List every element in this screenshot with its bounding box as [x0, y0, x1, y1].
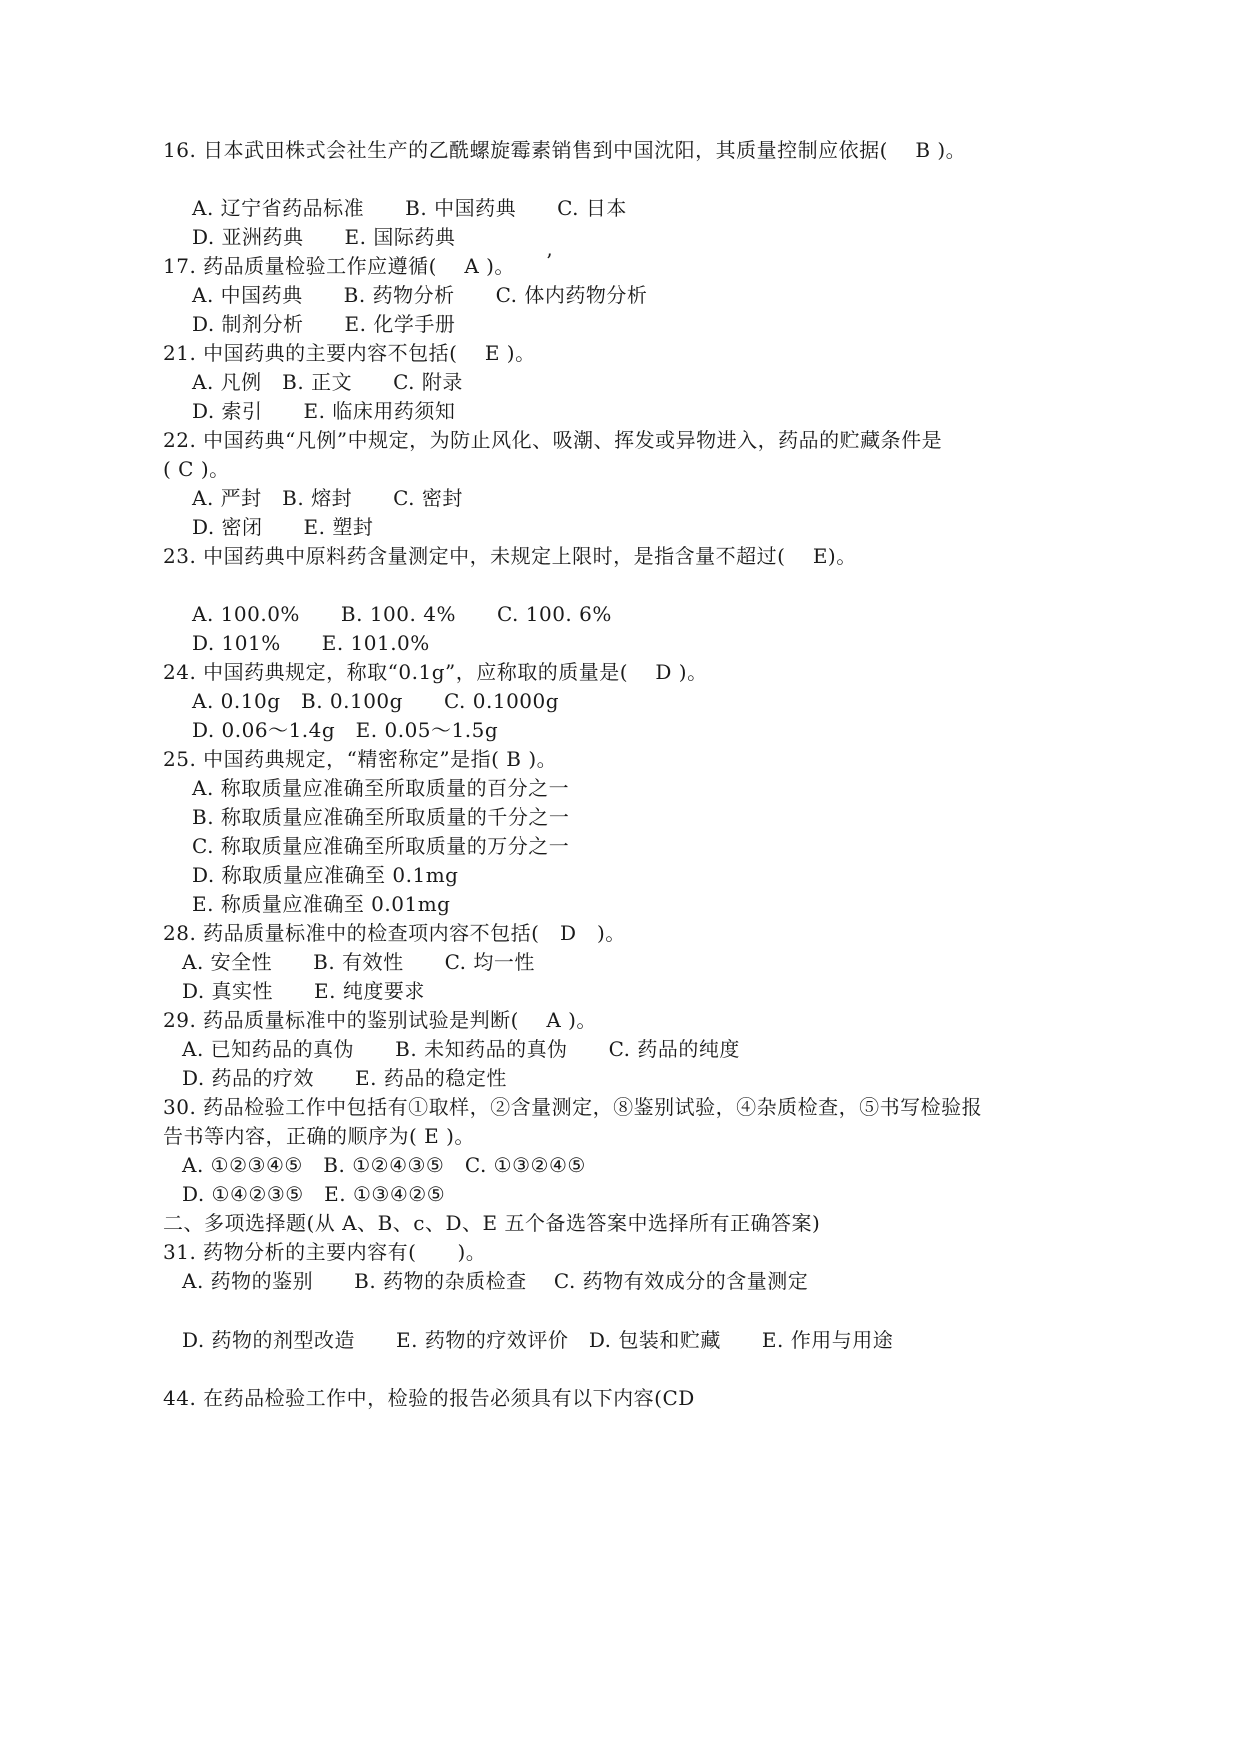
q29-options-row-2: D. 药品的疗效 E. 药品的稳定性 [182, 1066, 507, 1090]
question-22: 22. 中国药典“凡例”中规定，为防止风化、吸潮、挥发或异物进入，药品的贮藏条件是 [163, 428, 943, 452]
question-24: 24. 中国药典规定，称取“0.1g”，应称取的质量是( D )。 [163, 660, 708, 684]
q16-options-row-2: D. 亚洲药典 E. 国际药典 [192, 225, 456, 249]
question-17: 17. 药品质量检验工作应遵循( A )。 [163, 254, 515, 278]
q24-options-row-2: D. 0.06～1.4g E. 0.05～1.5g [192, 718, 499, 742]
question-30-continued: 告书等内容，正确的顺序为( E )。 [163, 1124, 475, 1148]
q30-options-row-1: A. ①②③④⑤ B. ①②④③⑤ C. ①③②④⑤ [182, 1153, 586, 1177]
q25-option-d: D. 称取质量应准确至 0.1mg [192, 863, 459, 887]
q21-options-row-1: A. 凡例 B. 正文 C. 附录 [192, 370, 463, 394]
q28-options-row-1: A. 安全性 B. 有效性 C. 均一性 [182, 950, 535, 974]
q25-option-b: B. 称取质量应准确至所取质量的千分之一 [192, 805, 570, 829]
q17-options-row-2: D. 制剂分析 E. 化学手册 [192, 312, 456, 336]
q24-options-row-1: A. 0.10g B. 0.100g C. 0.1000g [192, 689, 560, 713]
q23-options-row-1: A. 100.0% B. 100. 4% C. 100. 6% [192, 602, 612, 626]
q17-options-row-1: A. 中国药典 B. 药物分析 C. 体内药物分析 [192, 283, 648, 307]
question-30: 30. 药品检验工作中包括有①取样，②含量测定，⑧鉴别试验，④杂质检查，⑤书写检验报 [163, 1095, 983, 1119]
q29-options-row-1: A. 已知药品的真伪 B. 未知药品的真伪 C. 药品的纯度 [182, 1037, 740, 1061]
q23-options-row-2: D. 101% E. 101.0% [192, 631, 430, 655]
question-16: 16. 日本武田株式会社生产的乙酰螺旋霉素销售到中国沈阳，其质量控制应依据( B )。 [163, 138, 967, 162]
q21-options-row-2: D. 索引 E. 临床用药须知 [192, 399, 456, 423]
stray-mark: ’ [546, 249, 553, 273]
q31-options-row-2: D. 药物的剂型改造 E. 药物的疗效评价 D. 包装和贮藏 E. 作用与用途 [182, 1328, 894, 1352]
q22-options-row-2: D. 密闭 E. 塑封 [192, 515, 374, 539]
question-21: 21. 中国药典的主要内容不包括( E )。 [163, 341, 536, 365]
q22-options-row-1: A. 严封 B. 熔封 C. 密封 [192, 486, 463, 510]
question-28: 28. 药品质量标准中的检查项内容不包括( D )。 [163, 921, 626, 945]
q25-option-c: C. 称取质量应准确至所取质量的万分之一 [192, 834, 570, 858]
question-31: 31. 药物分析的主要内容有( )。 [163, 1240, 487, 1264]
q30-options-row-2: D. ①④②③⑤ E. ①③④②⑤ [182, 1182, 446, 1206]
question-22-continued: ( C )。 [163, 457, 230, 481]
q31-options-row-1: A. 药物的鉴别 B. 药物的杂质检查 C. 药物有效成分的含量测定 [182, 1269, 809, 1293]
question-29: 29. 药品质量标准中的鉴别试验是判断( A )。 [163, 1008, 597, 1032]
q25-option-a: A. 称取质量应准确至所取质量的百分之一 [192, 776, 570, 800]
question-44: 44. 在药品检验工作中，检验的报告必须具有以下内容(CD [163, 1386, 695, 1410]
q28-options-row-2: D. 真实性 E. 纯度要求 [182, 979, 425, 1003]
question-25: 25. 中国药典规定，“精密称定”是指( B )。 [163, 747, 558, 771]
q25-option-e: E. 称质量应准确至 0.01mg [192, 892, 451, 916]
section-heading-multiple-choice: 二、多项选择题(从 A、B、c、D、E 五个备选答案中选择所有正确答案) [163, 1211, 821, 1235]
q16-options-row-1: A. 辽宁省药品标准 B. 中国药典 C. 日本 [192, 196, 627, 220]
question-23: 23. 中国药典中原料药含量测定中，未规定上限时，是指含量不超过( E)。 [163, 544, 857, 568]
